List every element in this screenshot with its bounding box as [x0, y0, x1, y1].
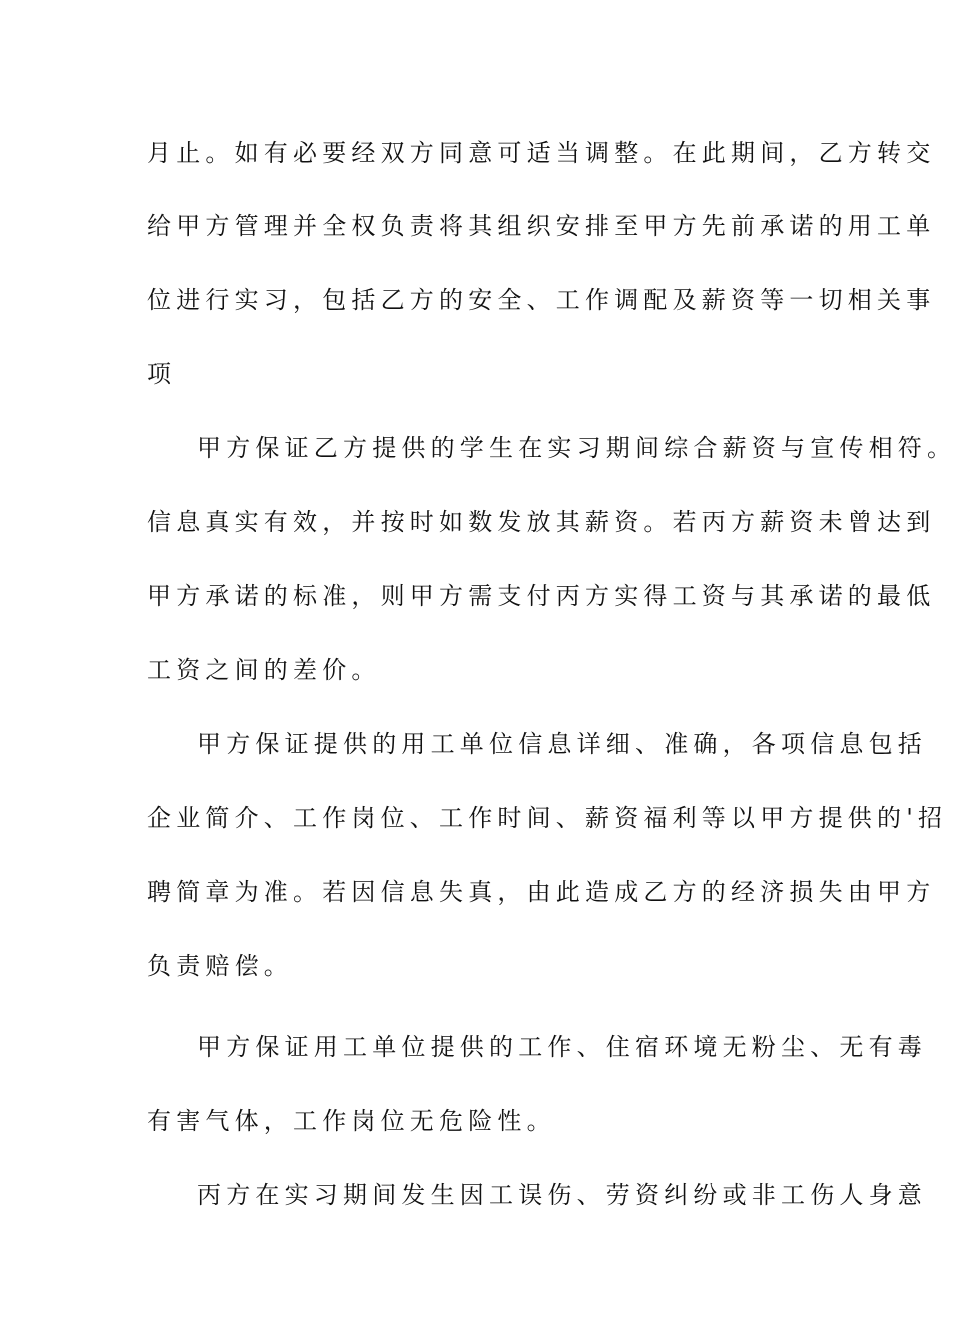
text-line: 月止。如有必要经双方同意可适当调整。在此期间，乙方转交: [147, 139, 936, 167]
text-line: 位进行实习，包括乙方的安全、工作调配及薪资等一切相关事: [147, 286, 936, 314]
text-line: 有害气体，工作岗位无危险性。: [147, 1107, 556, 1135]
text-line: 给甲方管理并全权负责将其组织安排至甲方先前承诺的用工单: [147, 212, 936, 240]
text-line: 企业简介、工作岗位、工作时间、薪资福利等以甲方提供的'招: [147, 804, 948, 832]
text-line: 工资之间的差价。: [147, 656, 381, 684]
text-line: 信息真实有效，并按时如数发放其薪资。若丙方薪资未曾达到: [147, 508, 936, 536]
paragraph-start-line: 甲方保证乙方提供的学生在实习期间综合薪资与宣传相符。: [197, 434, 956, 462]
text-line: 甲方承诺的标准，则甲方需支付丙方实得工资与其承诺的最低: [147, 582, 936, 610]
text-line: 项: [147, 360, 177, 388]
text-line: 聘简章为准。若因信息失真，由此造成乙方的经济损失由甲方: [147, 878, 936, 906]
paragraph-start-line: 甲方保证提供的用工单位信息详细、准确，各项信息包括: [197, 730, 927, 758]
text-line: 负责赔偿。: [147, 952, 293, 980]
paragraph-start-line: 甲方保证用工单位提供的工作、住宿环境无粉尘、无有毒: [197, 1033, 927, 1061]
paragraph-start-line: 丙方在实习期间发生因工误伤、劳资纠纷或非工伤人身意: [197, 1181, 927, 1209]
